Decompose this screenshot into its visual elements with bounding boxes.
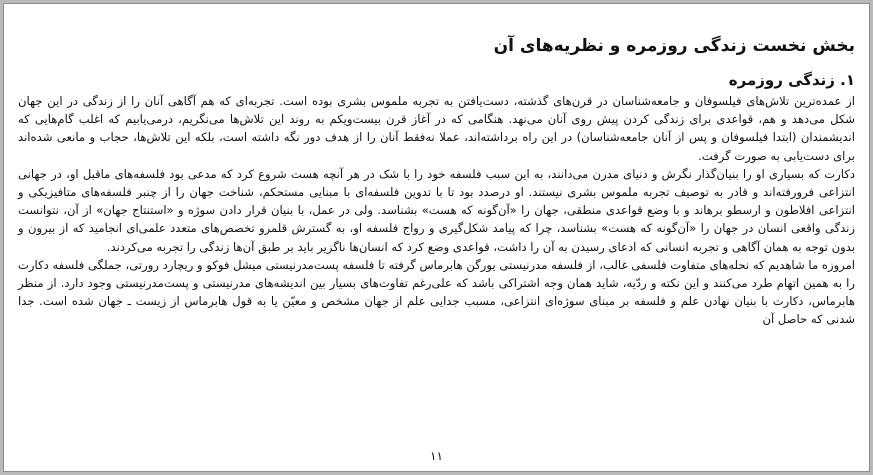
- paragraph: دکارت که بسیاری او را بنیان‌گذار نگرش و دنیای مدرن می‌دانند، به این سبب فلسفه خود را با شک در هر آنچه هست شروع کرد که مدعی بود فلسفه‌های ماقبل او، در جهانی انتزاعی فرورفته‌اند و قادر به توصیف تجربه ملموس بشری نیستند. او درصدد بود تا با تدوین فلسفه‌ای با مبنایی مستحکم، شناخت جهان را از چنبر فلسفه‌های متافیزیکی و انتزاعی افلاطون و ارسطو برهاند و با وضع قواعدی منطقی، جهان را «آن‌گونه که هست» بشناسد. ولی در عمل، با بنیان قرار دادن سوژه و «استنتاج جهان» از آن، نتوانست زندگی واقعی انسان در جهان را «آن‌گونه که هست» بشناسد، چرا که پیامد شکل‌گیری و رواج فلسفه او، به گسترش قلمرو تخصص‌های متعدد علمی‌ای انجامید که از بیرون و بدون توجه به همان آگاهی و تجربه انسانی که ادعای رسیدن به آن را داشت، قواعدی وضع کرد که انسان‌ها ناگزیر باید بر طبق آن‌ها زندگی را تجربه می‌کردند.: [18, 166, 855, 254]
- document-page: [3, 3, 870, 472]
- page-number: ۱۱: [430, 449, 443, 463]
- part-title: بخش نخست زندگی روزمره و نظریه‌های آن: [493, 36, 855, 56]
- page-content: [18, 34, 855, 329]
- section-title: ۱. زندگی روزمره: [728, 71, 855, 89]
- paragraph: امروزه ما شاهدیم که نحله‌های متفاوت فلسفی غالب، از فلسفه مدرنیستی یورگن هابرماس گرفته تا فلسفه پست‌مدرنیستی میشل فوکو و ریچارد رورتی، جملگی فلسفه دکارت را به همین اتهام طرد می‌کنند و این نکته و ردّیه، شاید همان وجه اشتراکی باشد که علی‌رغم تفاوت‌های بسیار بین اندیشه‌های مدرنیستی و پست‌مدرنیستی وجود دارد. از منظر هابرماس، دکارت با بنیان نهادن علم و فلسفه بر مبنای سوژه‌ای انتزاعی، مسبب جدایی علم از جهان مشخص و معیّن یا به قول هابرماس از زیست ـ جهان شده است. جدا شدنی که حاصل آن: [18, 257, 855, 327]
- paragraph: از عمده‌ترین تلاش‌های فیلسوفان و جامعه‌شناسان در قرن‌های گذشته، دست‌یافتن به تجربه ملموس بشری بوده است. تجربه‌ای که هم آگاهی آنان را از زندگی در این جهان شکل می‌دهد و هم، قواعدی برای زندگی کردن پیش روی آنان می‌نهد. هنگامی که در آغاز قرن بیست‌ویکم به روند این تلاش‌ها می‌نگریم، درمی‌یابیم که اغلب گام‌هایی که اندیشمندان (ابتدا فیلسوفان و پس از آنان جامعه‌شناسان) در این راه برداشته‌اند، عملا نه‌فقط آنان را از هدف دور نگه داشته است، بلکه این تلاش‌ها، حجاب و مانعی شده‌اند برای دست‌یابی به صورت گرفت.: [18, 94, 855, 163]
